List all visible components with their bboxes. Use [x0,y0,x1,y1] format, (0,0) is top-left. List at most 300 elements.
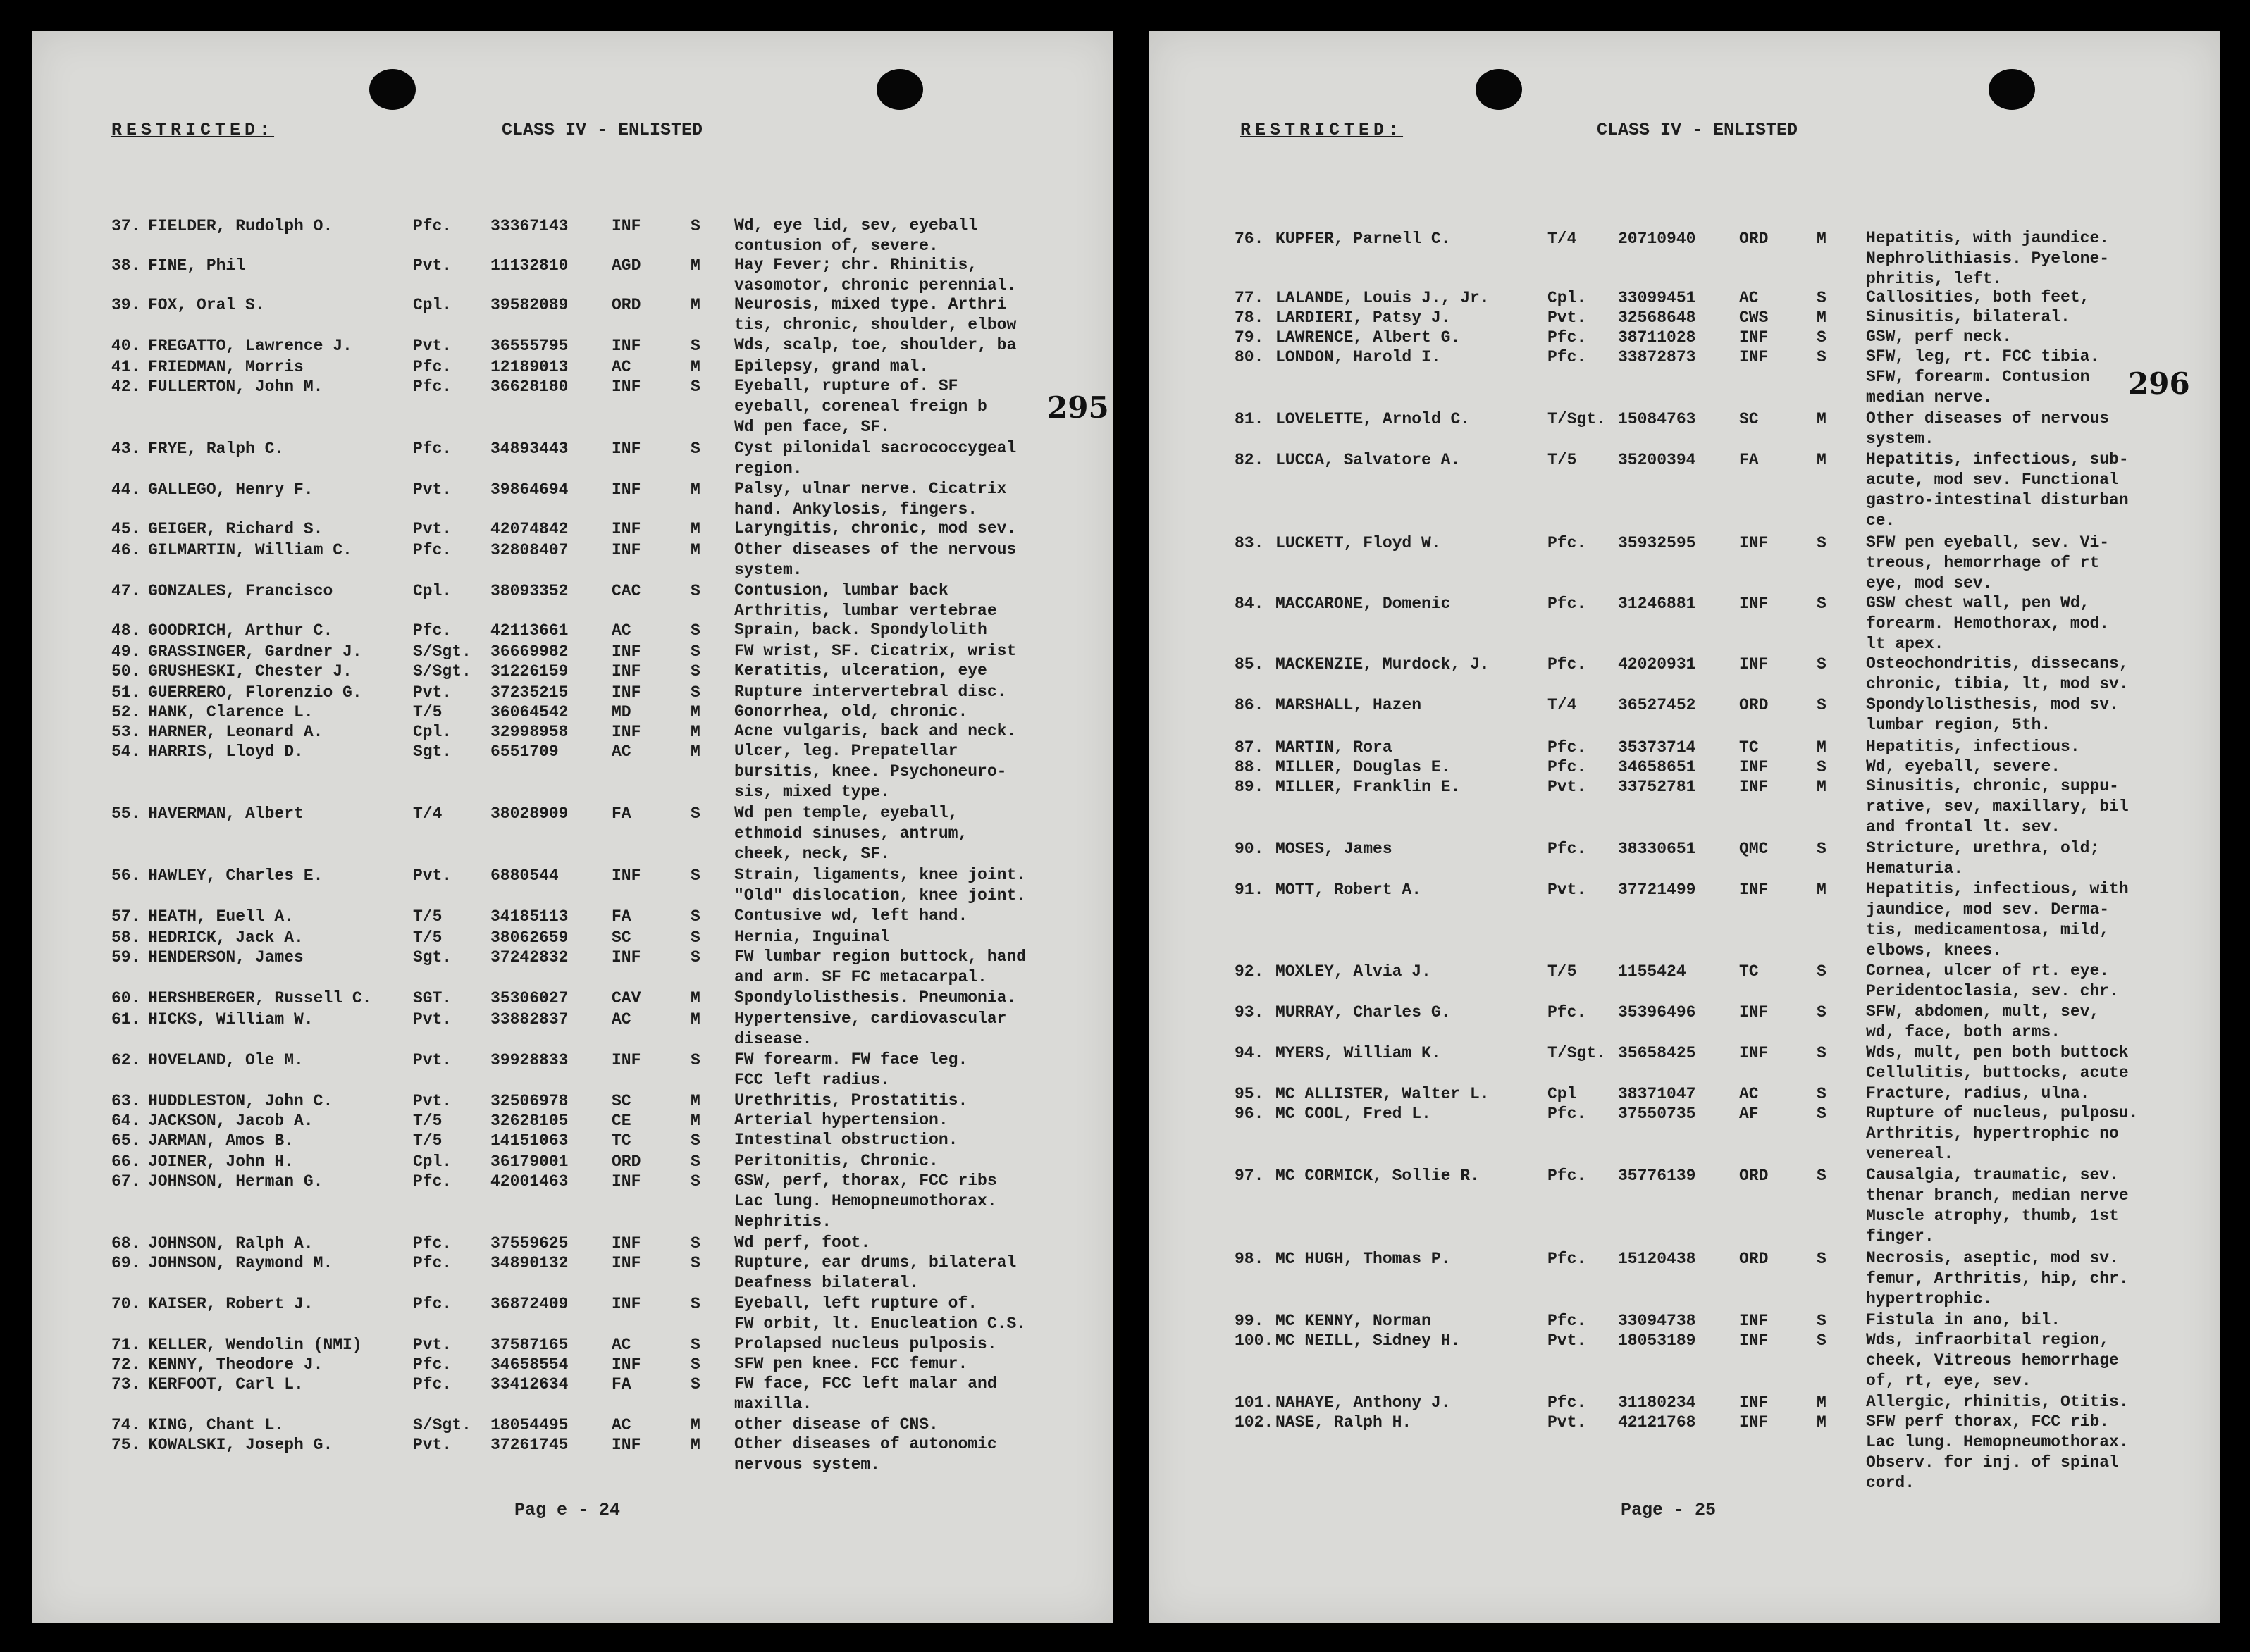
row-number: 96. [1235,1105,1264,1123]
soldier-name: HOVELAND, Ole M. [148,1051,304,1069]
rank-grade: S/Sgt. [413,642,471,661]
diagnosis-text: Spondylolisthesis. Pneumonia. [734,988,1017,1007]
row-number: 57. [111,907,141,926]
branch-of-service: INF [612,867,641,885]
diagnosis-text: Hepatitis, infectious, sub- acute, mod sev. Functional gastro-intestinal disturban ce. [1866,450,2129,530]
row-number: 68. [111,1234,141,1253]
serial-number: 37587165 [490,1336,569,1354]
row-number: 81. [1235,410,1264,428]
branch-of-service: CAC [612,582,641,600]
soldier-name: GRASSINGER, Gardner J. [148,642,362,661]
diagnosis-text: FW face, FCC left malar and maxilla. [734,1374,997,1413]
roster-row [32,255,1113,294]
roster-row [1149,776,2220,836]
diagnosis-text: Spondylolisthesis, mod sv. lumbar region, 5th. [1866,695,2119,734]
roster-row [1149,1103,2220,1163]
diagnosis-text: Hepatitis, with jaundice. Nephrolithiasis. Pyelone- phritis, left. [1866,229,2110,288]
rank-grade: Pvt. [413,520,452,538]
soldier-name: MYERS, William K. [1275,1044,1441,1062]
marital-status: M [1817,410,1826,428]
soldier-name: JOHNSON, Herman G. [148,1172,323,1191]
serial-number: 33099451 [1618,289,1696,307]
marital-status: M [691,256,700,275]
marital-status: S [1817,1167,1826,1185]
soldier-name: KENNY, Theodore J. [148,1355,323,1374]
serial-number: 11132810 [490,256,569,275]
left-document-page [32,31,1113,1623]
serial-number: 15084763 [1618,410,1696,428]
marital-status: S [691,337,700,355]
row-number: 58. [111,929,141,947]
branch-of-service: AC [612,1010,631,1029]
soldier-name: HARRIS, Lloyd D. [148,743,304,761]
roster-row [32,661,1113,682]
page-stamp-number: 296 [2128,366,2190,401]
rank-grade: T/5 [413,1112,443,1130]
serial-number: 36628180 [490,378,569,396]
soldier-name: NASE, Ralph H. [1275,1413,1412,1431]
branch-of-service: AC [612,1416,631,1434]
marital-status: S [1817,348,1826,366]
row-number: 37. [111,217,141,235]
soldier-name: KOWALSKI, Joseph G. [148,1436,333,1454]
branch-of-service: INF [612,1254,641,1272]
diagnosis-text: SFW pen eyeball, sev. Vi- treous, hemorrhage of rt eye, mod sev. [1866,533,2110,592]
row-number: 59. [111,948,141,967]
serial-number: 20710940 [1618,230,1696,248]
marital-status: S [1817,1312,1826,1330]
roster-row [32,1009,1113,1048]
soldier-name: HENDERSON, James [148,948,304,967]
branch-of-service: ORD [1739,696,1769,714]
diagnosis-text: Neurosis, mixed type. Arthri tis, chronic, shoulder, elbow [734,295,1017,334]
soldier-name: JACKSON, Jacob A. [148,1112,314,1130]
branch-of-service: INF [612,1234,641,1253]
row-number: 84. [1235,595,1264,613]
diagnosis-text: Eyeball, rupture of. SF eyeball, coreneal freign b Wd pen face, SF. [734,377,987,436]
rank-grade: Pfc. [1547,534,1587,552]
roster-rows [1149,31,2220,1623]
diagnosis-text: Stricture, urethra, old; Hematuria. [1866,839,2100,878]
diagnosis-text: Rupture, ear drums, bilateral Deafness bilateral. [734,1253,1017,1292]
serial-number: 34893443 [490,440,569,458]
serial-number: 37721499 [1618,881,1696,899]
diagnosis-text: Callosities, both feet, [1866,288,2090,306]
soldier-name: NAHAYE, Anthony J. [1275,1393,1451,1412]
roster-row [1149,409,2220,448]
branch-of-service: INF [1739,1003,1769,1021]
branch-of-service: INF [1739,595,1769,613]
serial-number: 38062659 [490,929,569,947]
branch-of-service: INF [1739,1044,1769,1062]
branch-of-service: AC [1739,289,1759,307]
branch-of-service: INF [612,1172,641,1191]
serial-number: 39928833 [490,1051,569,1069]
rank-grade: Pfc. [413,1355,452,1374]
soldier-name: MILLER, Franklin E. [1275,778,1461,796]
soldier-name: GRUSHESKI, Chester J. [148,662,352,681]
row-number: 82. [1235,451,1264,469]
soldier-name: MC HUGH, Thomas P. [1275,1250,1451,1268]
roster-row [1149,1392,2220,1413]
roster-row [32,1171,1113,1231]
row-number: 85. [1235,655,1264,673]
marital-status: S [1817,1331,1826,1350]
roster-row [32,1374,1113,1413]
marital-status: M [691,723,700,741]
serial-number: 35932595 [1618,534,1696,552]
diagnosis-text: other disease of CNS. [734,1415,939,1434]
branch-of-service: INF [612,683,641,702]
roster-row [32,1091,1113,1112]
row-number: 66. [111,1153,141,1171]
marital-status: M [1817,778,1826,796]
row-number: 86. [1235,696,1264,714]
serial-number: 34658651 [1618,758,1696,776]
row-number: 99. [1235,1312,1264,1330]
roster-row [1149,287,2220,309]
branch-of-service: CWS [1739,309,1769,327]
rank-grade: Sgt. [413,948,452,967]
marital-status: M [691,1436,700,1454]
marital-status: M [691,1010,700,1029]
soldier-name: HARNER, Leonard A. [148,723,323,741]
serial-number: 33412634 [490,1375,569,1393]
rank-grade: Pvt. [413,683,452,702]
marital-status: M [1817,1393,1826,1412]
rank-grade: Pfc. [413,1295,452,1313]
row-number: 102. [1235,1413,1274,1431]
serial-number: 18053189 [1618,1331,1696,1350]
marital-status: S [691,440,700,458]
rank-grade: Pvt. [413,1010,452,1029]
branch-of-service: TC [612,1131,631,1150]
marital-status: S [691,378,700,396]
diagnosis-text: FW forearm. FW face leg. FCC left radius. [734,1050,968,1089]
marital-status: M [691,989,700,1007]
branch-of-service: INF [1739,881,1769,899]
roster-row [32,540,1113,579]
page-footer: Page - 25 [1621,1500,1717,1520]
branch-of-service: AC [1739,1085,1759,1103]
rank-grade: Pfc. [413,440,452,458]
soldier-name: HAVERMAN, Albert [148,805,304,823]
row-number: 56. [111,867,141,885]
roster-row [32,294,1113,334]
serial-number: 38371047 [1618,1085,1696,1103]
diagnosis-text: Strain, ligaments, knee joint. "Old" dislocation, knee joint. [734,866,1027,905]
diagnosis-text: Fistula in ano, bil. [1866,1311,2061,1329]
diagnosis-text: Urethritis, Prostatitis. [734,1091,968,1110]
roster-row [32,1415,1113,1436]
marital-status: S [691,1295,700,1313]
rank-grade: Pfc. [1547,1312,1587,1330]
soldier-name: FIELDER, Rudolph O. [148,217,333,235]
row-number: 90. [1235,840,1264,858]
diagnosis-text: Hernia, Inguinal [734,928,890,946]
branch-of-service: INF [612,1295,641,1313]
rank-grade: Cpl. [413,582,452,600]
diagnosis-text: Rupture intervertebral disc. [734,683,1007,701]
rank-grade: T/Sgt. [1547,1044,1606,1062]
row-number: 55. [111,805,141,823]
diagnosis-text: Wds, mult, pen both buttock Cellulitis, buttocks, acute [1866,1043,2129,1082]
marital-status: S [691,217,700,235]
marital-status: M [691,296,700,314]
branch-of-service: AC [612,358,631,376]
marital-status: M [691,1112,700,1130]
marital-status: S [691,1375,700,1393]
diagnosis-text: Sprain, back. Spondylolith [734,621,987,639]
rank-grade: T/5 [413,1131,443,1150]
branch-of-service: ORD [1739,1167,1769,1185]
diagnosis-text: Hypertensive, cardiovascular disease. [734,1010,1007,1048]
soldier-name: HAWLEY, Charles E. [148,867,323,885]
marital-status: S [691,1172,700,1191]
row-number: 87. [1235,738,1264,757]
branch-of-service: INF [612,723,641,741]
row-number: 92. [1235,962,1264,981]
serial-number: 6551709 [490,743,559,761]
rank-grade: T/4 [1547,696,1577,714]
soldier-name: MC KENNY, Norman [1275,1312,1431,1330]
roster-row [1149,1043,2220,1082]
row-number: 65. [111,1131,141,1150]
row-number: 93. [1235,1003,1264,1021]
branch-of-service: INF [612,378,641,396]
soldier-name: GILMARTIN, William C. [148,541,352,559]
soldier-name: GONZALES, Francisco [148,582,333,600]
branch-of-service: INF [1739,534,1769,552]
roster-row [1149,327,2220,348]
row-number: 44. [111,480,141,499]
row-number: 38. [111,256,141,275]
rank-grade: Pvt. [1547,778,1587,796]
roster-row [32,947,1113,986]
rank-grade: T/4 [1547,230,1577,248]
rank-grade: Pvt. [1547,309,1587,327]
soldier-name: MC COOL, Fred L. [1275,1105,1431,1123]
roster-row [1149,757,2220,778]
row-number: 48. [111,621,141,640]
serial-number: 37235215 [490,683,569,702]
rank-grade: Pfc. [413,541,452,559]
rank-grade: T/5 [1547,962,1577,981]
marital-status: S [1817,534,1826,552]
serial-number: 36669982 [490,642,569,661]
diagnosis-text: Hepatitis, infectious, with jaundice, mod sev. Derma- tis, medicamentosa, mild, elbows, knees. [1866,880,2129,959]
serial-number: 42001463 [490,1172,569,1191]
branch-of-service: INF [1739,1413,1769,1431]
row-number: 41. [111,358,141,376]
row-number: 46. [111,541,141,559]
rank-grade: Pfc. [1547,758,1587,776]
marital-status: M [691,541,700,559]
soldier-name: LOVELETTE, Arnold C. [1275,410,1471,428]
rank-grade: Pfc. [413,1375,452,1393]
diagnosis-text: FW wrist, SF. Cicatrix, wrist [734,642,1017,660]
roster-row [32,927,1113,948]
diagnosis-text: Prolapsed nucleus pulposis. [734,1335,997,1353]
soldier-name: MC NEILL, Sidney H. [1275,1331,1461,1350]
branch-of-service: AC [612,743,631,761]
marital-status: M [1817,309,1826,327]
branch-of-service: INF [612,948,641,967]
branch-of-service: MD [612,703,631,721]
marital-status: S [691,929,700,947]
rank-grade: Pfc. [1547,348,1587,366]
diagnosis-text: Wd, eyeball, severe. [1866,757,2061,776]
row-number: 39. [111,296,141,314]
serial-number: 33872873 [1618,348,1696,366]
branch-of-service: INF [612,541,641,559]
diagnosis-text: SFW perf thorax, FCC rib. Lac lung. Hemopneumothorax. Observ. for inj. of spinal cord. [1866,1412,2129,1492]
rank-grade: Pvt. [413,1092,452,1110]
serial-number: 33752781 [1618,778,1696,796]
soldier-name: LALANDE, Louis J., Jr. [1275,289,1490,307]
diagnosis-text: Keratitis, ulceration, eye [734,662,987,680]
branch-of-service: INF [612,337,641,355]
soldier-name: HERSHBERGER, Russell C. [148,989,372,1007]
row-number: 40. [111,337,141,355]
roster-row [1149,1002,2220,1041]
marital-status: S [1817,1250,1826,1268]
rank-grade: Cpl. [413,296,452,314]
marital-status: S [1817,655,1826,673]
diagnosis-text: Ulcer, leg. Prepatellar bursitis, knee. Psychoneuro- sis, mixed type. [734,742,1007,801]
row-number: 51. [111,683,141,702]
rank-grade: Cpl. [413,723,452,741]
rank-grade: Pfc. [1547,840,1587,858]
serial-number: 32998958 [490,723,569,741]
roster-row [1149,228,2220,288]
rank-grade: Cpl. [1547,289,1587,307]
roster-row [32,335,1113,356]
row-number: 80. [1235,348,1264,366]
branch-of-service: INF [612,1051,641,1069]
branch-of-service: ORD [612,1153,641,1171]
serial-number: 35200394 [1618,451,1696,469]
diagnosis-text: Arterial hypertension. [734,1111,948,1129]
row-number: 70. [111,1295,141,1313]
roster-row [1149,593,2220,653]
diagnosis-text: Eyeball, left rupture of. FW orbit, lt. Enucleation C.S. [734,1294,1027,1333]
marital-status: S [1817,1044,1826,1062]
row-number: 73. [111,1375,141,1393]
rank-grade: Cpl [1547,1085,1577,1103]
roster-row [1149,533,2220,592]
branch-of-service: INF [1739,778,1769,796]
row-number: 100. [1235,1331,1274,1350]
marital-status: M [691,1416,700,1434]
rank-grade: Cpl. [413,1153,452,1171]
marital-status: S [691,1153,700,1171]
diagnosis-text: SFW, leg, rt. FCC tibia. SFW, forearm. Contusion median nerve. [1866,347,2100,406]
branch-of-service: INF [1739,758,1769,776]
branch-of-service: SC [612,929,631,947]
diagnosis-text: Wds, scalp, toe, shoulder, ba [734,336,1017,354]
row-number: 45. [111,520,141,538]
soldier-name: GOODRICH, Arthur C. [148,621,333,640]
row-number: 47. [111,582,141,600]
roster-row [32,1233,1113,1254]
branch-of-service: INF [1739,1312,1769,1330]
diagnosis-text: Contusion, lumbar back Arthritis, lumbar vertebrae [734,581,997,620]
page-footer: Pag e - 24 [514,1500,621,1520]
restricted-header: RESTRICTED: [1240,120,1404,140]
diagnosis-text: Wds, infraorbital region, cheek, Vitreous hemorrhage of, rt, eye, sev. [1866,1331,2119,1390]
branch-of-service: FA [1739,451,1759,469]
row-number: 54. [111,743,141,761]
roster-row [1149,1083,2220,1105]
rank-grade: Pvt. [413,1051,452,1069]
roster-row [1149,449,2220,530]
marital-status: S [691,642,700,661]
roster-row [32,1434,1113,1474]
serial-number: 35776139 [1618,1167,1696,1185]
row-number: 98. [1235,1250,1264,1268]
branch-of-service: INF [612,1436,641,1454]
rank-grade: T/5 [1547,451,1577,469]
diagnosis-text: SFW, abdomen, mult, sev, wd, face, both arms. [1866,1002,2100,1041]
rank-grade: Pfc. [413,1254,452,1272]
row-number: 83. [1235,534,1264,552]
soldier-name: HEATH, Euell A. [148,907,295,926]
roster-row [1149,695,2220,734]
soldier-name: JOINER, John H. [148,1153,295,1171]
marital-status: S [691,1336,700,1354]
branch-of-service: INF [1739,655,1769,673]
row-number: 43. [111,440,141,458]
roster-row [32,356,1113,378]
branch-of-service: INF [1739,1393,1769,1412]
soldier-name: LARDIERI, Patsy J. [1275,309,1451,327]
row-number: 63. [111,1092,141,1110]
serial-number: 35306027 [490,989,569,1007]
serial-number: 38711028 [1618,328,1696,347]
row-number: 74. [111,1416,141,1434]
soldier-name: KELLER, Wendolin (NMI) [148,1336,362,1354]
branch-of-service: TC [1739,738,1759,757]
rank-grade: Pfc. [1547,595,1587,613]
row-number: 94. [1235,1044,1264,1062]
roster-row [32,1253,1113,1292]
marital-status: S [1817,1085,1826,1103]
soldier-name: FRIEDMAN, Morris [148,358,304,376]
soldier-name: MARSHALL, Hazen [1275,696,1422,714]
branch-of-service: INF [612,520,641,538]
rank-grade: Pvt. [1547,1413,1587,1431]
marital-status: S [1817,1105,1826,1123]
rank-grade: T/5 [413,929,443,947]
serial-number: 37261745 [490,1436,569,1454]
marital-status: S [691,805,700,823]
diagnosis-text: Contusive wd, left hand. [734,907,968,925]
roster-row [1149,1330,2220,1390]
diagnosis-text: Other diseases of the nervous system. [734,540,1017,579]
soldier-name: FREGATTO, Lawrence J. [148,337,352,355]
marital-status: S [691,662,700,681]
row-number: 75. [111,1436,141,1454]
rank-grade: Pfc. [413,358,452,376]
rank-grade: Pvt. [413,1336,452,1354]
serial-number: 38093352 [490,582,569,600]
diagnosis-text: Other diseases of autonomic nervous system. [734,1435,997,1474]
class-title: CLASS IV - ENLISTED [1597,120,1798,140]
row-number: 89. [1235,778,1264,796]
serial-number: 35396496 [1618,1003,1696,1021]
branch-of-service: INF [612,480,641,499]
